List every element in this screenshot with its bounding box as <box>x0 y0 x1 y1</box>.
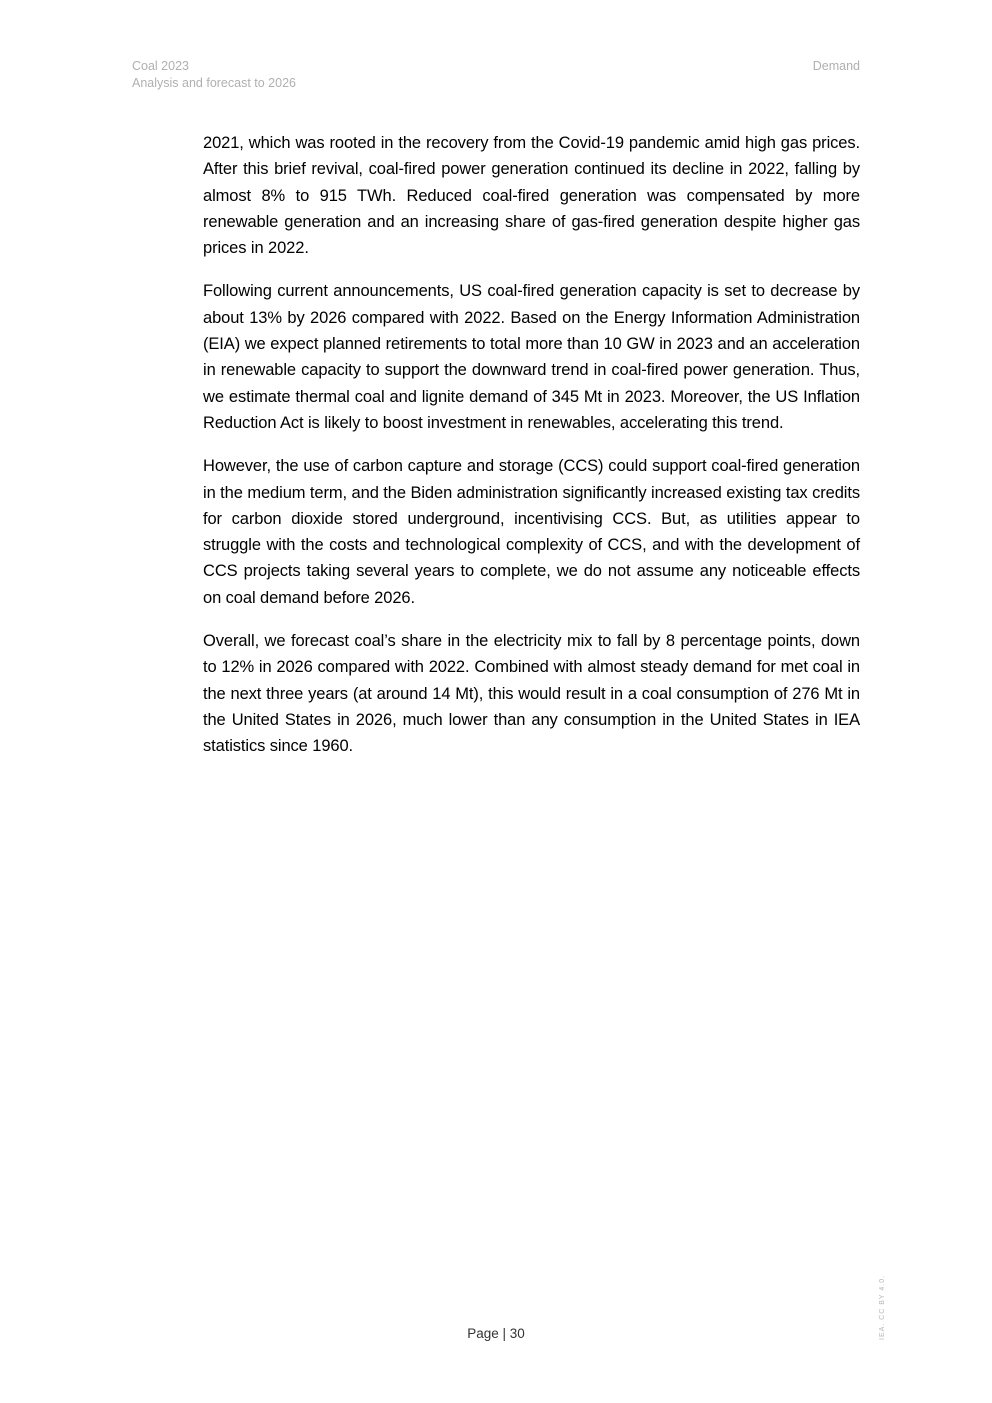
paragraph-2: Following current announcements, US coal-fired generation capacity is set to decrease by about 13% by 2026 compared with 2022. Based on the Energy Information Administration (EIA) we expect planned retirements to total more than 10 GW in 2023 and an acceleration in renewable capacity to support the downward trend in coal-fired power generation. Thus, we estimate thermal coal and lignite demand of 345 Mt in 2023. Moreover, the US Inflation Reduction Act is likely to boost investment in renewables, accelerating this trend. <box>203 282 860 432</box>
section-name: Demand <box>812 59 860 73</box>
paragraph-4: Overall, we forecast coal’s share in the electricity mix to fall by 8 percentage points, down to 12% in 2026 compared with 2022. Combined with almost steady demand for met coal in the next three years (at around 14 Mt), this would result in a coal consumption of 276 Mt in the United States in 2026, much lower than any consumption in the United States in IEA statistics since 1960. <box>203 632 860 756</box>
running-header-left <box>132 58 296 92</box>
page-number: Page | 30 <box>467 1326 525 1341</box>
body-text <box>203 130 860 777</box>
license-note: IEA. CC BY 4.0. <box>879 1274 886 1340</box>
report-subtitle: Analysis and forecast to 2026 <box>132 76 296 90</box>
report-title: Coal 2023 <box>132 59 189 73</box>
paragraph-1: 2021, which was rooted in the recovery from the Covid-19 pandemic amid high gas prices. After this brief revival, coal-fired power generation continued its decline in 2022, falling by almost 8% to 915 TWh. Reduced coal-fired generation was compensated by more renewable generation and an increasing share of gas-fired generation despite higher gas prices in 2022. <box>203 134 860 258</box>
paragraph-3: However, the use of carbon capture and storage (CCS) could support coal-fired generation in the medium term, and the Biden administration significantly increased existing tax credits for carbon dioxide stored underground, incentivising CCS. But, as utilities appear to struggle with the costs and technological complexity of CCS, and with the development of CCS projects taking several years to complete, we do not assume any noticeable effects on coal demand before 2026. <box>203 457 860 607</box>
